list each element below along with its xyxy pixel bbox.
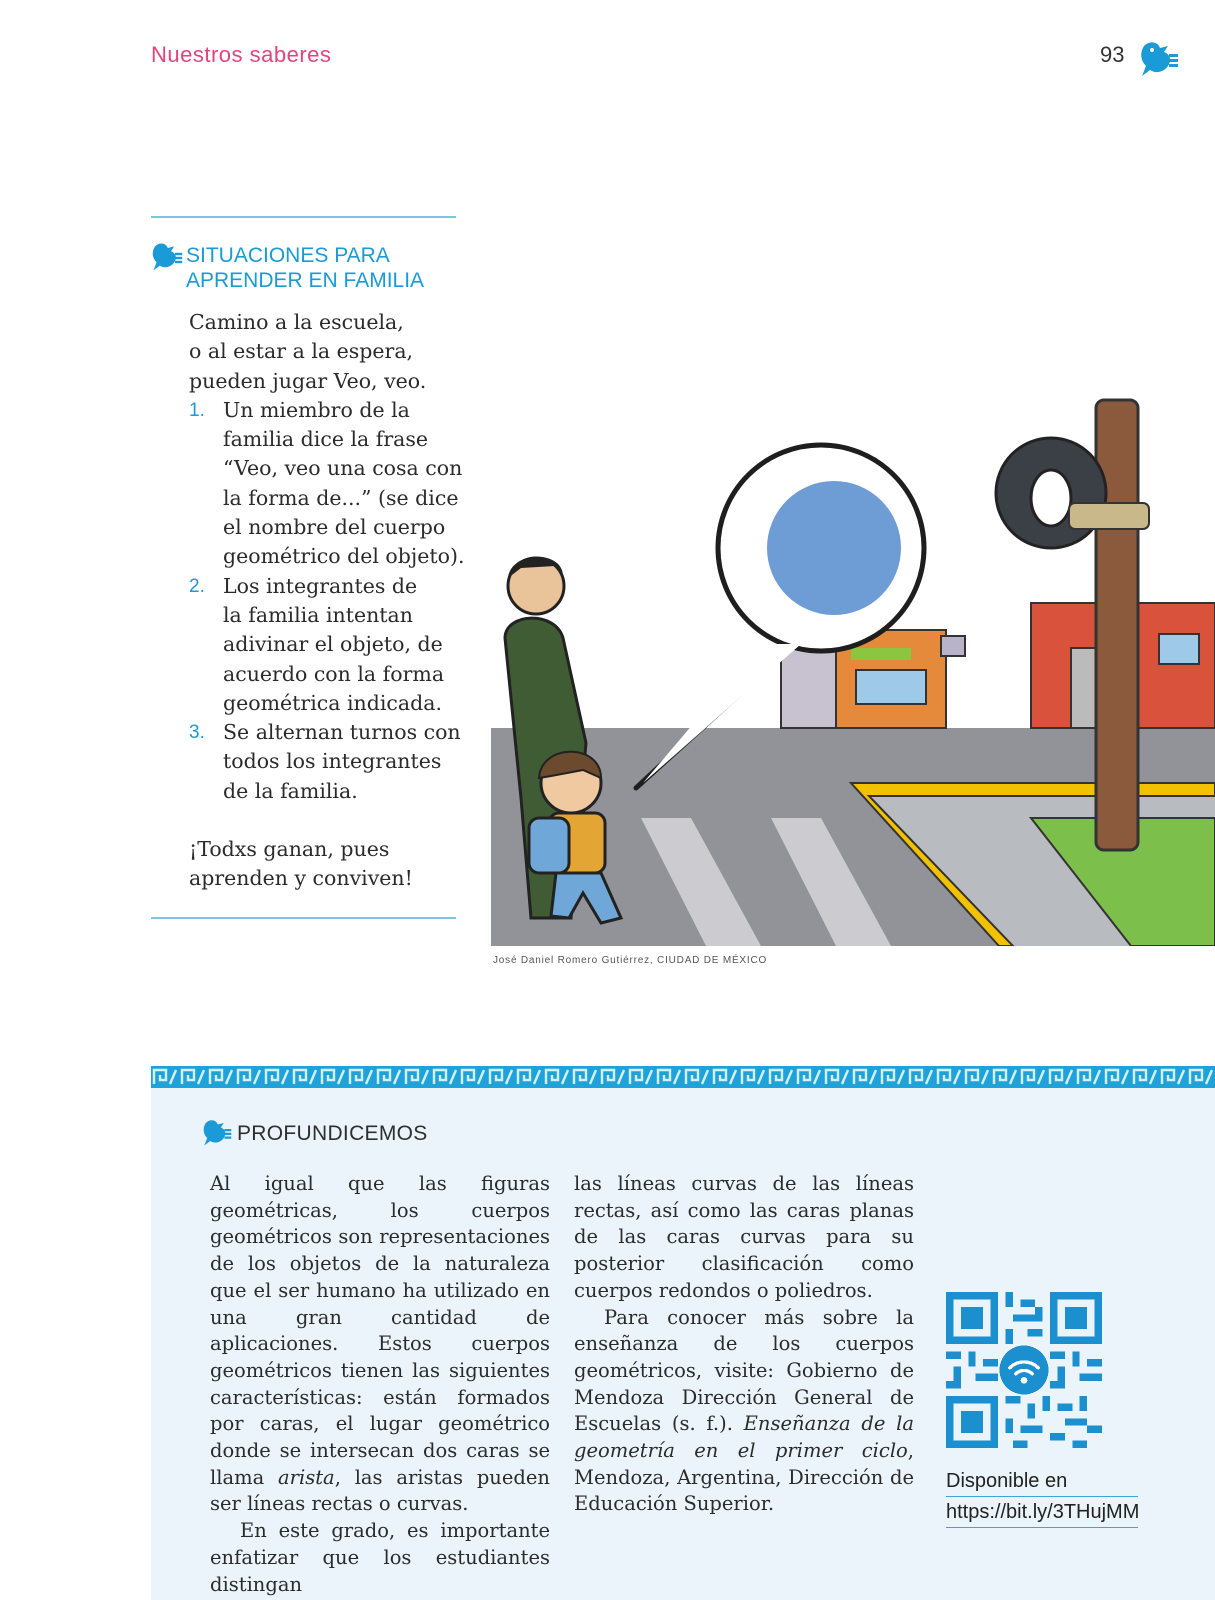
step-line: “Veo, veo una cosa con xyxy=(223,456,463,481)
list-item xyxy=(189,396,469,572)
step-line: geométrica indicada. xyxy=(223,690,442,715)
closing-line: aprenden y conviven! xyxy=(189,866,413,891)
step-line: acuerdo con la forma xyxy=(223,661,445,686)
step-line: la familia intentan xyxy=(223,602,413,627)
step-line: la forma de...” (se dice xyxy=(223,485,459,510)
step-line: geométrico del objeto). xyxy=(223,544,465,569)
step-number: 2. xyxy=(189,575,205,597)
box-top-rule xyxy=(151,216,456,218)
qr-url-link[interactable]: https://bit.ly/3THujMM xyxy=(946,1497,1138,1528)
family-box-text xyxy=(189,308,469,894)
step-number: 1. xyxy=(189,399,205,421)
intro-line: pueden jugar Veo, veo. xyxy=(189,368,427,393)
hummingbird-icon xyxy=(150,240,184,272)
step-line: el nombre del cuerpo xyxy=(223,515,446,540)
list-item xyxy=(189,718,469,806)
paragraph: En este grado, es importante enfatizar que los estudiantes distingan xyxy=(210,1519,550,1596)
text-run: , Mendoza, Argentina, Dirección de Educación Superior. xyxy=(574,1439,914,1516)
paragraph xyxy=(210,1171,550,1518)
step-line: de la familia. xyxy=(223,778,358,803)
title-line: APRENDER EN FAMILIA xyxy=(186,269,425,292)
intro-line: o al estar a la espera, xyxy=(189,339,414,364)
step-line: todos los integrantes xyxy=(223,749,442,774)
paragraph: las líneas curvas de las líneas rectas, así como las caras planas de las caras curvas para su posterior clasificación como cuerpos redondos o poliedros. xyxy=(574,1172,914,1302)
profundicemos-title: PROFUNDICEMOS xyxy=(237,1122,428,1145)
step-line: familia dice la frase xyxy=(223,427,429,452)
step-line: adivinar el objeto, de xyxy=(223,632,443,657)
section-title: Nuestros saberes xyxy=(151,42,332,67)
qr-caption xyxy=(946,1466,1138,1528)
paragraph xyxy=(574,1305,914,1519)
family-box-title xyxy=(186,243,466,293)
text-run: , las aristas pueden ser líneas rectas o curvas. xyxy=(210,1465,550,1516)
text-column-1 xyxy=(210,1171,550,1598)
title-line: SITUACIONES PARA xyxy=(186,244,390,267)
steps-list xyxy=(189,396,469,806)
hummingbird-icon xyxy=(1138,38,1180,78)
illustration-credit: José Daniel Romero Gutiérrez, CIUDAD DE MÉXICO xyxy=(493,955,768,966)
closing-line: ¡Todxs ganan, pues xyxy=(189,837,390,862)
qr-code[interactable] xyxy=(946,1292,1102,1448)
step-line: Un miembro de la xyxy=(223,397,410,422)
text-column-2 xyxy=(574,1171,914,1518)
street-illustration xyxy=(491,398,1215,946)
text-run-italic: Enseñanza de la geometría en el primer ciclo xyxy=(574,1412,914,1463)
hummingbird-icon xyxy=(200,1117,234,1147)
step-number: 3. xyxy=(189,722,205,744)
list-item xyxy=(189,572,469,718)
box-bottom-rule xyxy=(151,917,456,919)
text-run-italic: arista xyxy=(278,1465,335,1489)
page-number: 93 xyxy=(1100,42,1125,67)
decorative-band xyxy=(151,1066,1215,1088)
step-line: Los integrantes de xyxy=(223,573,418,598)
text-run: Para conocer más sobre la enseñanza de los cuerpos geométricos, visite: Gobierno de Mendoza Dirección General de Escuelas (s. f.). xyxy=(574,1305,914,1436)
text-run: Al igual que las figuras geométricas, los cuerpos geométricos son representaciones de los objetos de la naturaleza que el ser humano ha utilizado en una gran cantidad de aplicaciones. Estos cuerpos geométricos tienen las siguientes características: están formados por caras, el lugar geométrico donde se intersecan dos caras se llama xyxy=(210,1172,550,1489)
qr-available-label: Disponible en xyxy=(946,1466,1138,1497)
step-line: Se alternan turnos con xyxy=(223,720,461,745)
intro-line: Camino a la escuela, xyxy=(189,310,404,334)
